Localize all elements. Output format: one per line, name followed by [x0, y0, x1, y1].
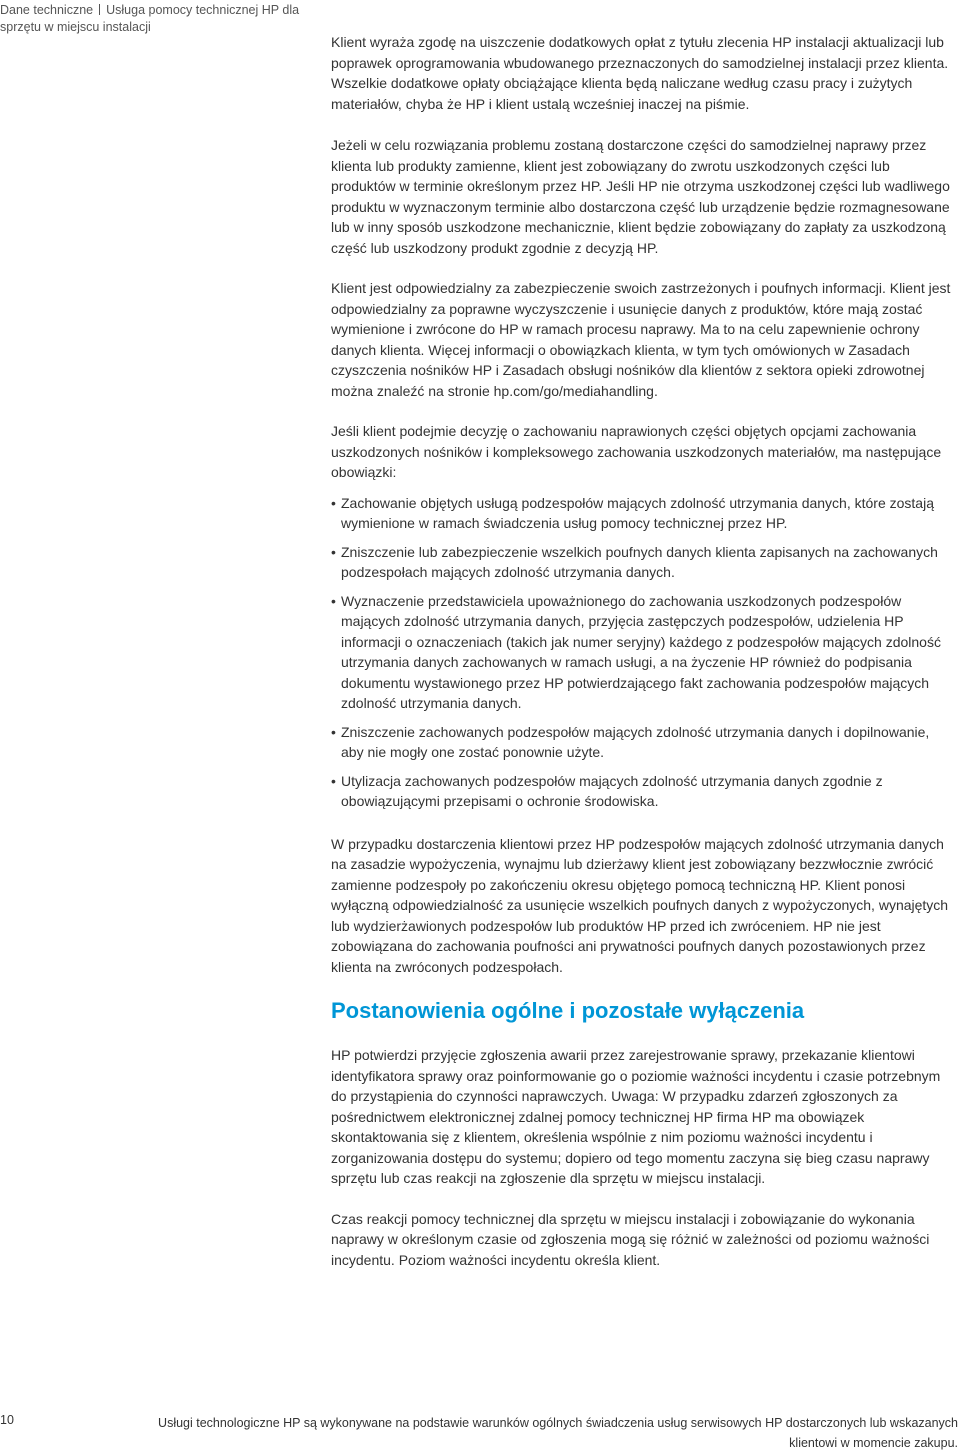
footer-note: Usługi technologiczne HP są wykonywane na podstawie warunków ogólnych świadczenia usług serwisowych HP dostarczonych lub wskazanych klientowi w momencie zakupu.: [158, 1416, 958, 1450]
page-number: 10: [0, 1413, 14, 1427]
list-item: • Zniszczenie zachowanych podzespołów mających zdolność utrzymania danych i dopilnowanie, aby nie mogły one zostać ponownie użyte.: [331, 722, 955, 763]
obligations-list: [331, 493, 955, 812]
list-item: • Zachowanie objętych usługą podzespołów mających zdolność utrzymania danych, które zostają wymienione w ramach świadczenia usług pomocy technicznej przez HP.: [331, 493, 955, 534]
paragraph-response-time: Czas reakcji pomocy technicznej dla sprzętu w miejscu instalacji i zobowiązanie do wykonania naprawy w określonym czasie od zgłoszenia mogą się różnić w zależności od poziomu ważności incydentu. Poziom ważności incydentu określa klient.: [331, 1210, 930, 1268]
header-doc-type: Dane techniczne: [0, 3, 94, 17]
paragraph-additional-fees: Klient wyraża zgodę na uiszczenie dodatkowych opłat z tytułu zlecenia HP instalacji aktualizacji lub poprawek oprogramowania wbudowanego przeznaczonych do samodzielnej instalacji przez klienta. Wszelkie dodatkowe opłaty obciążające klienta będą naliczane według czasu pracy i zużytych materiałów, chyba że HP i klient ustalą wcześniej inaczej na piśmie.: [331, 34, 949, 112]
running-header: [0, 2, 300, 36]
list-item: • Wyznaczenie przedstawiciela upoważnionego do zachowania uszkodzonych podzespołów mających zdolność utrzymania danych, przyjęcia zastępczych podzespołów, udzielenia HP informacji o oznaczeniach (takich jak numer seryjny) każdego z podzespołów mających zdolność utrzymania danych zachowanych w ramach usługi, a na życzenie HP również do podpisania dokumentu wystawionego przez HP potwierdzającego fakt zachowania podzespołów mających zdolność utrzymania danych.: [331, 591, 955, 714]
paragraph-returned-parts: Jeżeli w celu rozwiązania problemu zostaną dostarczone części do samodzielnej naprawy przez klienta lub produkty zamienne, klient jest zobowiązany do zwrotu uszkodzonych części lub produktów w terminie określonym przez HP. Jeśli HP nie otrzyma uszkodzonej części lub wadliwego produktu w wyznaczonym terminie albo dostarczona część lub urządzenie będzie rozmagnesowane lub w inny sposób uszkodzone mechanicznie, klient będzie zobowiązany do zapłaty za uszkodzoną część lub uszkodzony produkt zgodnie z decyzją HP.: [331, 137, 950, 256]
paragraph-loaned-parts: W przypadku dostarczenia klientowi przez HP podzespołów mających zdolność utrzymania danych na zasadzie wypożyczenia, wynajmu lub dzierżawy klient jest zobowiązany bezzwłocznie zwrócić zamienne podzespoły po zakończeniu okresu objętego pomocą techniczną HP. Klient ponosi wyłączną odpowiedzialność za usunięcie wszelkich poufnych danych z wypożyczonych, wynajętych lub wydzierżawionych podzespołów lub produktów HP przed ich zwróceniem. HP nie jest zobowiązana do zachowania poufności ani prywatności poufnych danych pozostawionych przez klienta na zwróconych podzespołach.: [331, 835, 949, 975]
header-separator: [99, 4, 100, 15]
main-content: [331, 32, 955, 1290]
header-title: Usługa pomocy technicznej HP dla sprzętu w miejscu instalacji: [0, 3, 300, 34]
section-heading: Postanowienia ogólne i pozostałe wyłączenia: [331, 998, 805, 1023]
list-item: • Utylizacja zachowanych podzespołów mających zdolność utrzymania danych zgodnie z obowiązującymi przepisami o ochronie środowiska.: [331, 771, 955, 812]
list-item: • Zniszczenie lub zabezpieczenie wszelkich poufnych danych klienta zapisanych na zachowanych podzespołach mających zdolność utrzymania danych.: [331, 542, 955, 583]
paragraph-incident-confirmation: HP potwierdzi przyjęcie zgłoszenia awarii przez zarejestrowanie sprawy, przekazanie klientowi identyfikatora sprawy oraz poinformowanie go o poziomie ważności incydentu i czasie potrzebnym do przystąpienia do czynności naprawczych. Uwaga: W przypadku zdarzeń zgłoszonych za pośrednictwem elektronicznej zdalnej pomocy technicznej HP firma HP ma obowiązek skontaktowania się z klientem, określenia wspólnie z nim poziomu ważności incydentu i zorganizowania dostępu do systemu; dopiero od tego momentu zaczyna się bieg czasu naprawy sprzętu lub czas reakcji na zgłoszenie dla sprzętu w miejscu instalacji.: [331, 1047, 941, 1186]
paragraph-data-protection: Klient jest odpowiedzialny za zabezpieczenie swoich zastrzeżonych i poufnych informacji. Klient jest odpowiedzialny za poprawne wyczyszczenie i usunięcie danych z produktów, które mają zostać wymienione i zwrócone do HP w ramach procesu naprawy. Ma to na celu zapewnienie ochrony danych klienta. Więcej informacji o obowiązkach klienta, w tym tych omówionych w Zasadach czyszczenia nośników HP i Zasadach obsługi nośników dla klientów z sektora opieki zdrowotnej można znaleźć na stronie hp.com/go/mediahandling.: [331, 280, 951, 399]
paragraph-retention-obligations: Jeśli klient podejmie decyzję o zachowaniu naprawionych części objętych opcjami zachowania uszkodzonych nośników i kompleksowego zachowania uszkodzonych materiałów, ma następujące obowiązki:: [331, 423, 942, 480]
